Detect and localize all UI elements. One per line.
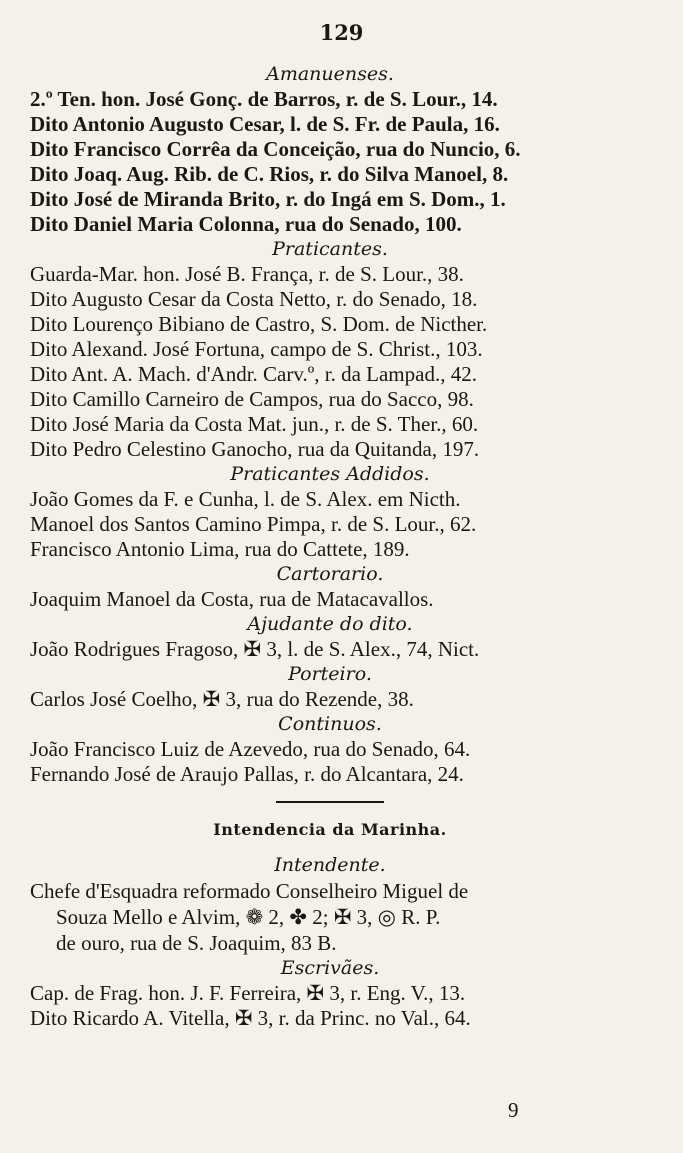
page-content <box>30 62 630 1031</box>
entry-line: Dito Ricardo A. Vitella, ✠ 3, r. da Princ. no Val., 64. <box>30 1006 471 1030</box>
entry-line: Fernando José de Araujo Pallas, r. do Alcantara, 24. <box>30 762 464 786</box>
entry-line: Dito Joaq. Aug. Rib. de C. Rios, r. do Silva Manoel, 8. <box>30 162 509 186</box>
paragraph-line: Souza Mello e Alvim, ❁ 2, ✤ 2; ✠ 3, ◎ R. P. <box>56 905 441 929</box>
entry-line: Dito José Maria da Costa Mat. jun., r. de S. Ther., 60. <box>30 412 479 436</box>
intendente-paragraph <box>30 878 630 956</box>
entry-line: Dito José de Miranda Brito, r. do Ingá em S. Dom., 1. <box>30 187 506 211</box>
section-divider <box>276 801 384 803</box>
heading-ajudante: Ajudante do dito. <box>247 613 413 635</box>
page-number: 129 <box>319 20 364 45</box>
entry-line: Dito Antonio Augusto Cesar, l. de S. Fr. de Paula, 16. <box>30 112 500 136</box>
entry-line: Dito Augusto Cesar da Costa Netto, r. do Senado, 18. <box>30 287 478 311</box>
entry-line: 2.º Ten. hon. José Gonç. de Barros, r. de S. Lour., 14. <box>30 87 498 111</box>
entry-line: Francisco Antonio Lima, rua do Cattete, 189. <box>30 537 410 561</box>
entry-line: Joaquim Manoel da Costa, rua de Matacavallos. <box>30 587 434 611</box>
entry-line: Dito Alexand. José Fortuna, campo de S. Christ., 103. <box>30 337 483 361</box>
signature-mark: 9 <box>508 1098 519 1122</box>
heading-intendente: Intendente. <box>274 854 386 876</box>
paragraph-line: Chefe d'Esquadra reformado Conselheiro Miguel de <box>30 879 469 903</box>
heading-amanuenses: Amanuenses. <box>266 63 394 85</box>
heading-escrivaes: Escrivães. <box>280 957 380 979</box>
entry-line: Dito Daniel Maria Colonna, rua do Senado, 100. <box>30 212 462 236</box>
entry-line: Guarda-Mar. hon. José B. França, r. de S. Lour., 38. <box>30 262 464 286</box>
entry-line: Carlos José Coelho, ✠ 3, rua do Rezende, 38. <box>30 687 414 711</box>
entry-line: Cap. de Frag. hon. J. F. Ferreira, ✠ 3, r. Eng. V., 13. <box>30 981 466 1005</box>
entry-line: Dito Ant. A. Mach. d'Andr. Carv.º, r. da Lampad., 42. <box>30 362 477 386</box>
entry-line: Manoel dos Santos Camino Pimpa, r. de S. Lour., 62. <box>30 512 477 536</box>
entry-line: Dito Pedro Celestino Ganocho, rua da Quitanda, 197. <box>30 437 480 461</box>
heading-porteiro: Porteiro. <box>288 663 372 685</box>
heading-praticantes-addidos: Praticantes Addidos. <box>230 463 430 485</box>
entry-line: João Francisco Luiz de Azevedo, rua do Senado, 64. <box>30 737 471 761</box>
paragraph-line: de ouro, rua de S. Joaquim, 83 B. <box>56 931 337 955</box>
entry-line: João Rodrigues Fragoso, ✠ 3, l. de S. Alex., 74, Nict. <box>30 637 480 661</box>
entry-line: João Gomes da F. e Cunha, l. de S. Alex. em Nicth. <box>30 487 461 511</box>
section-title-intendencia: Intendencia da Marinha. <box>213 820 447 839</box>
heading-cartorario: Cartorario. <box>276 563 384 585</box>
heading-praticantes: Praticantes. <box>272 238 388 260</box>
entry-line: Dito Lourenço Bibiano de Castro, S. Dom. de Nicther. <box>30 312 488 336</box>
entry-line: Dito Camillo Carneiro de Campos, rua do Sacco, 98. <box>30 387 474 411</box>
heading-continuos: Continuos. <box>278 713 382 735</box>
entry-line: Dito Francisco Corrêa da Conceição, rua do Nuncio, 6. <box>30 137 521 161</box>
